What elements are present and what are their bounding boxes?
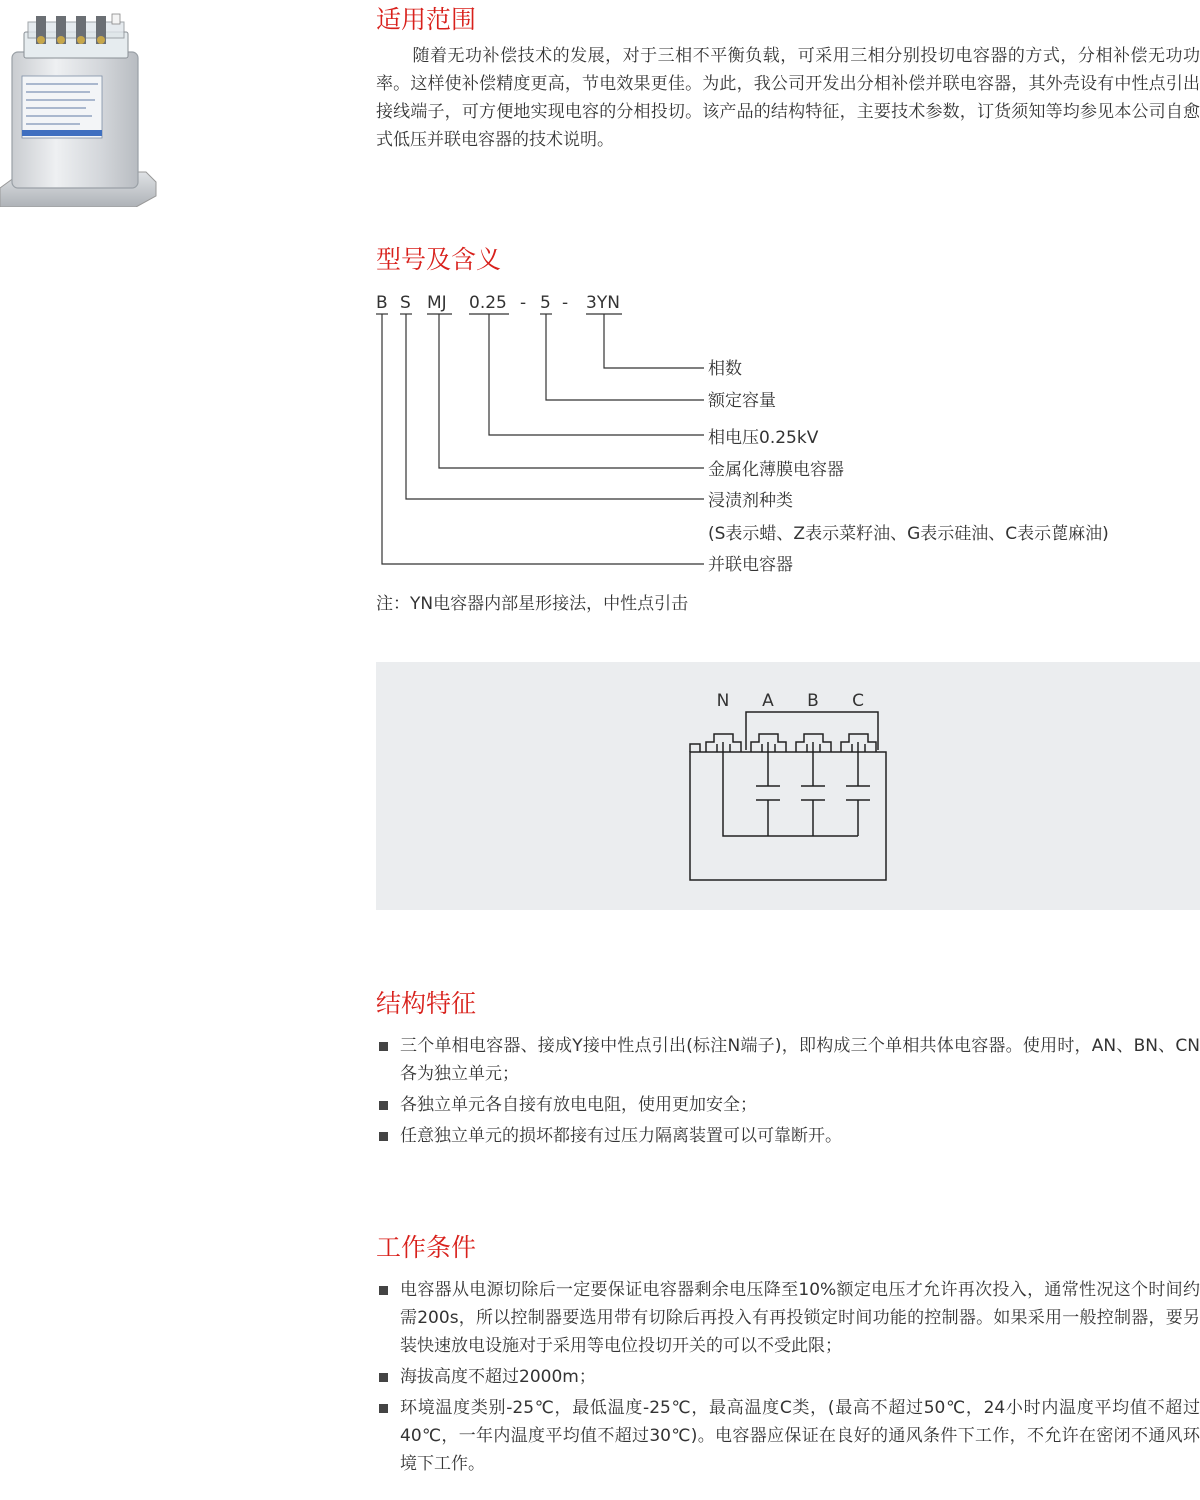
code-part-capacity: 5 [540, 293, 551, 313]
bullet-square-icon [379, 1373, 388, 1382]
bullet-square-icon [379, 1132, 388, 1141]
label-phase-voltage: 相电压0.25kV [708, 428, 819, 448]
code-part-dash-1: - [520, 293, 527, 313]
bullet-square-icon [379, 1042, 388, 1051]
list-item [376, 1122, 1200, 1150]
code-part-phase: 3YN [586, 293, 620, 313]
label-impregnant: 浸渍剂种类 [708, 491, 793, 511]
code-part-voltage: 0.25 [469, 293, 507, 313]
scope-text: 随着无功补偿技术的发展，对于三相不平衡负载，可采用三相分别投切电容器的方式，分相补偿无功功率。这样使补偿精度更高，节电效果更佳。为此，我公司开发出分相补偿并联电容器，其外壳设有中性点引出接线端子，可方便地实现电容的分相投切。该产品的结构特征，主要技术参数，订货须知等均参见本公司自愈式低压并联电容器的技术说明。 [376, 46, 1200, 150]
list-item-text: 电容器从电源切除后一定要保证电容器剩余电压降至10%额定电压才允许再次投入，通常性况这个时间约需200s，所以控制器要选用带有切除后再投入有再投锁定时间功能的控制器。如果采用一般控制器，要另装快速放电设施对于采用等电位投切开关的可以不受此限； [400, 1280, 1200, 1356]
code-part-dash-2: - [562, 293, 569, 313]
label-rated-capacity: 额定容量 [708, 391, 776, 411]
wiring-note: 注：YN电容器内部星形接法，中性点引击 [376, 594, 689, 614]
list-item-text: 各独立单元各自接有放电电阻，使用更加安全； [400, 1095, 757, 1115]
label-film-capacitor: 金属化薄膜电容器 [708, 460, 844, 480]
bullet-square-icon [379, 1286, 388, 1295]
label-impregnant-detail: (S表示蜡、Z表示菜籽油、G表示硅油、C表示蓖麻油) [708, 524, 1109, 544]
bullet-square-icon [379, 1101, 388, 1110]
section-title-model: 型号及含义 [376, 245, 502, 274]
capacitor-b [801, 742, 825, 836]
model-code-diagram [372, 288, 1200, 588]
wiring-diagram [376, 662, 1200, 910]
code-part-s: S [400, 293, 411, 313]
list-item [376, 1363, 1200, 1391]
code-part-b: B [376, 293, 388, 313]
list-item [376, 1091, 1200, 1119]
section-title-structure: 结构特征 [376, 989, 477, 1018]
structure-list [376, 1032, 1200, 1153]
list-item [376, 1032, 1200, 1088]
bullet-square-icon [379, 1404, 388, 1413]
capacitor-c [846, 742, 870, 836]
list-item-text: 环境温度类别-25℃，最低温度-25℃，最高温度C类，(最高不超过50℃，24小时内温度平均值不超过40℃，一年内温度平均值不超过30℃)。电容器应保证在良好的通风条件下工作，不允许在密闭不通风环境下工作。 [400, 1398, 1200, 1474]
section-title-scope: 适用范围 [376, 5, 477, 34]
section-title-conditions: 工作条件 [376, 1233, 477, 1262]
list-item [376, 1394, 1200, 1478]
conditions-list [376, 1276, 1200, 1481]
code-part-mj: MJ [427, 293, 447, 313]
scope-paragraph [376, 42, 1200, 154]
capacitor-a [756, 742, 780, 836]
terminal-label-b: B [807, 691, 819, 711]
terminal-label-a: A [762, 691, 774, 711]
list-item [376, 1276, 1200, 1360]
label-shunt-capacitor: 并联电容器 [708, 555, 793, 575]
terminal-label-n: N [716, 691, 730, 711]
wiring-diagram-panel [376, 662, 1200, 910]
list-item-text: 海拔高度不超过2000m； [400, 1367, 596, 1387]
list-item-text: 三个单相电容器、接成Y接中性点引出(标注N端子)，即构成三个单相共体电容器。使用时，AN、BN、CN各为独立单元； [400, 1036, 1200, 1084]
capacitor-product-image [0, 12, 160, 207]
label-phase-count: 相数 [708, 359, 742, 379]
list-item-text: 任意独立单元的损坏都接有过压力隔离装置可以可靠断开。 [400, 1126, 842, 1146]
terminal-label-c: C [852, 691, 864, 711]
